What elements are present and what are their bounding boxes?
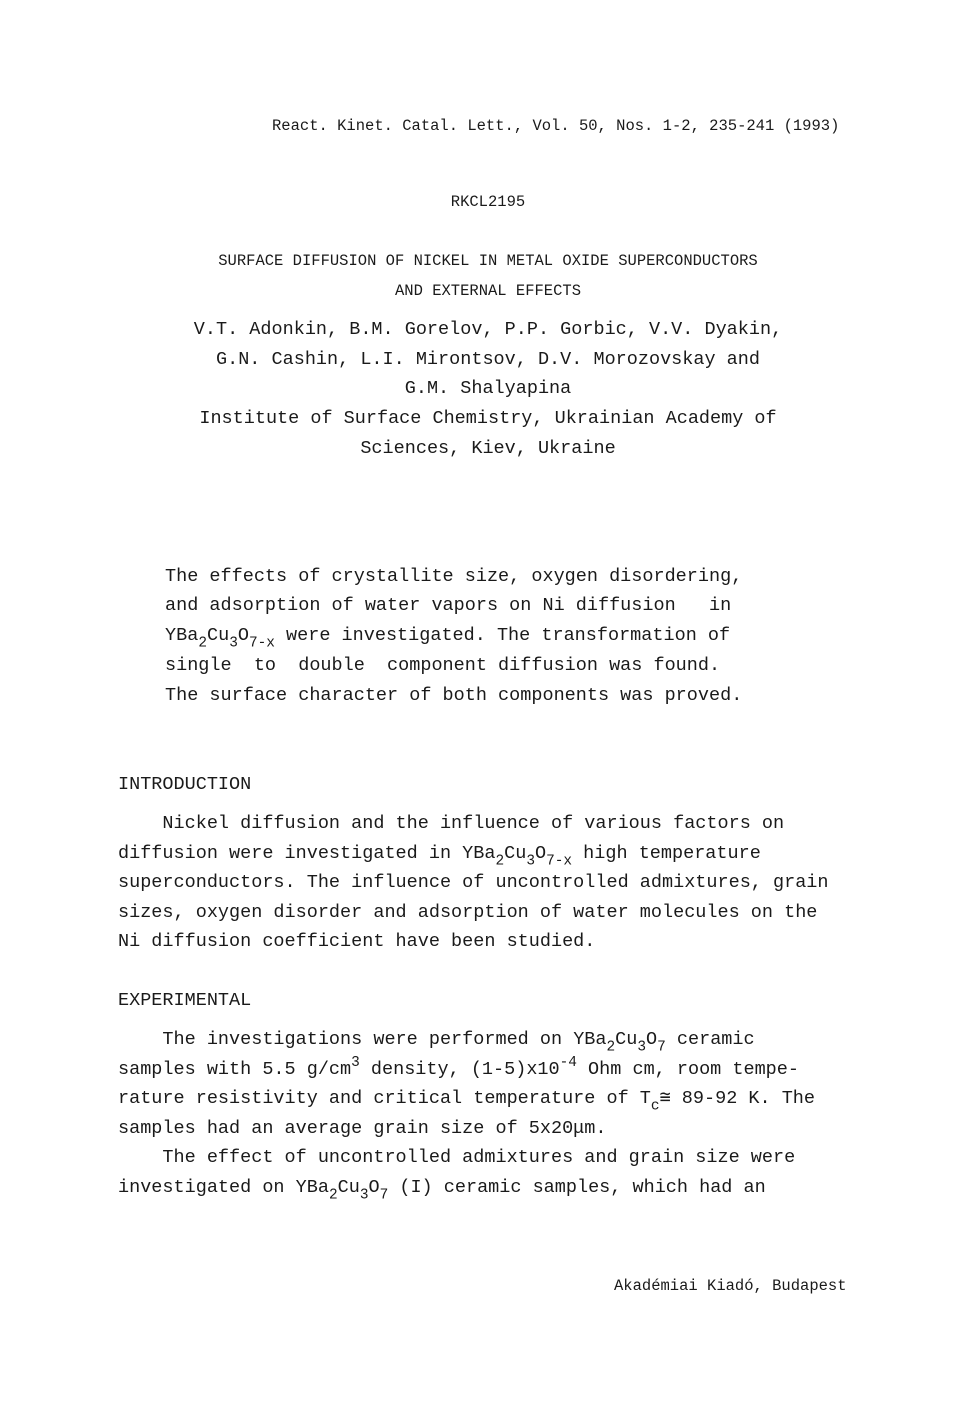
exp-line-6: investigated on $YBa_2Cu_3O_7$ (I) ceramic samples, which had an: [118, 1177, 766, 1204]
abstract-line-2: and adsorption of water vapors on Ni diffusion in: [165, 595, 732, 616]
abstract-line-4: single to double component diffusion was found.: [165, 655, 721, 676]
abstract-line-3: $YBa_2Cu_3O_{7-x}$ were investigated. The transformation of: [165, 625, 731, 652]
exp-line-2: samples with 5.5 $g/cm^3$ density, $(1-5)x10^{-4}$ Ohm cm, room tempe-: [118, 1055, 799, 1080]
intro-line-3: superconductors. The influence of uncontrolled admixtures, grain: [118, 872, 829, 893]
authors-line-3: G.M. Shalyapina: [404, 378, 572, 399]
intro-line-2: diffusion were investigated in $YBa_2Cu_3O_{7-x}$ high temperature: [118, 843, 761, 870]
exp-line-4: samples had an average grain size of 5x20μm.: [118, 1118, 607, 1139]
abstract-line-1: The effects of crystallite size, oxygen disordering,: [165, 566, 743, 587]
intro-line-4: sizes, oxygen disorder and adsorption of water molecules on the: [118, 902, 818, 923]
introduction-heading: INTRODUCTION: [118, 774, 252, 795]
article-code: RKCL2195: [450, 193, 526, 211]
title-line-1: SURFACE DIFFUSION OF NICKEL IN METAL OXIDE SUPERCONDUCTORS: [218, 252, 758, 270]
authors-line-2: G.N. Cashin, L.I. Mirontsov, D.V. Morozovskay and: [216, 349, 760, 370]
chem-formula: $YBa_2Cu_3O_7$: [295, 1177, 389, 1204]
affiliation-line-1: Institute of Surface Chemistry, Ukrainian Academy of: [199, 408, 777, 429]
chem-formula: $YBa_2Cu_3O_{7-x}$: [165, 625, 275, 652]
chem-formula: $YBa_2Cu_3O_7$: [573, 1029, 666, 1056]
publisher: Akadémiai Kiadó, Budapest: [614, 1277, 847, 1295]
intro-line-5: Ni diffusion coefficient have been studied.: [118, 931, 596, 952]
experimental-heading: EXPERIMENTAL: [118, 990, 252, 1011]
affiliation-line-2: Sciences, Kiev, Ukraine: [360, 438, 616, 459]
intro-line-1: Nickel diffusion and the influence of various factors on: [118, 813, 785, 834]
title-line-2: AND EXTERNAL EFFECTS: [394, 282, 582, 300]
exp-line-5: The effect of uncontrolled admixtures and grain size were: [118, 1147, 796, 1168]
exp-line-1: The investigations were performed on $YBa_2Cu_3O_7$ ceramic: [118, 1029, 755, 1056]
exp-line-3: rature resistivity and critical temperature of $T_c≅$ 89-92 K. The: [118, 1088, 816, 1115]
chem-formula: $YBa_2Cu_3O_{7-x}$: [462, 843, 573, 870]
abstract-line-5: The surface character of both components was proved.: [165, 685, 743, 706]
authors-line-1: V.T. Adonkin, B.M. Gorelov, P.P. Gorbic, V.V. Dyakin,: [193, 319, 783, 340]
journal-citation: React. Kinet. Catal. Lett., Vol. 50, Nos. 1-2, 235-241 (1993): [272, 117, 840, 135]
